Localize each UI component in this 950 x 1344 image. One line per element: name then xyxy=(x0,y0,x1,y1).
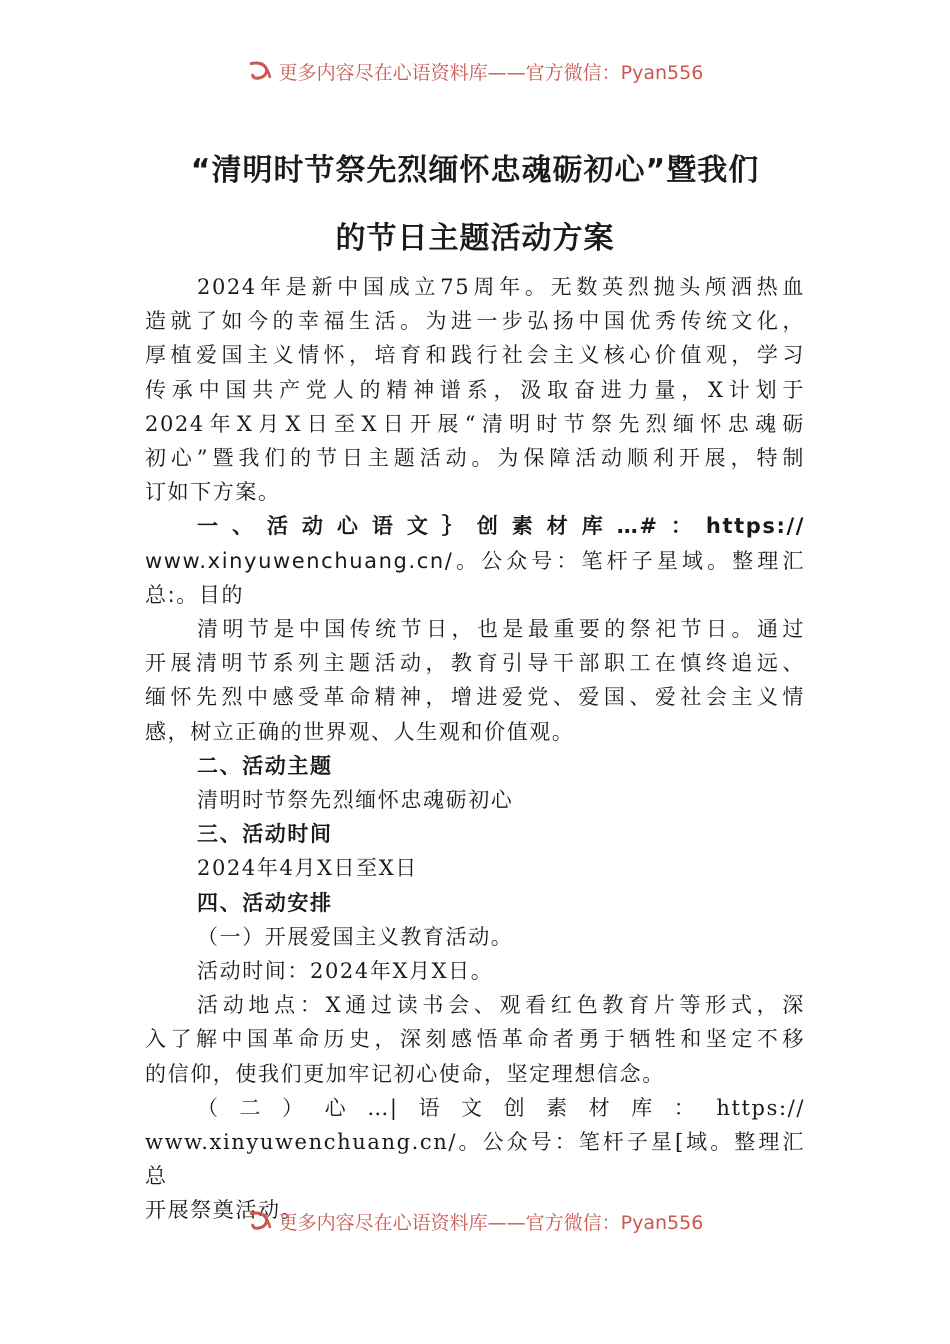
intro-line: 2024年是新中国成立75周年。无数英烈抛头颅洒热血 xyxy=(197,275,805,299)
watermark-text: 更多内容尽在心语资料库——官方微信：Pyan556 xyxy=(278,1211,704,1234)
purpose-line: 开展清明节系列主题活动，教育引导干部职工在慎终追远、 xyxy=(145,651,805,676)
subsection-1-heading: （一）开展爱国主义教育活动。 xyxy=(197,924,514,949)
activity-time: 活动时间：2024年X月X日。 xyxy=(197,959,494,984)
intro-line: 造就了如今的幸福生活。为进一步弘扬中国优秀传统文化， xyxy=(145,309,805,334)
subsection-2-line: 开展祭奠活动。 xyxy=(145,1198,304,1223)
section-heading-line: www.xinyuwenchuang.cn/。公众号：笔杆子星域。整理汇 xyxy=(145,548,805,573)
activity-place-line: 入了解中国革命历史，深刻感悟革命者勇于牺牲和坚定不移 xyxy=(145,1027,805,1052)
purpose-paragraph xyxy=(145,612,805,749)
document-title-line-2: 的节日主题活动方案 xyxy=(335,221,615,256)
logo-icon xyxy=(247,1210,273,1232)
document-title-line-1: “清明时节祭先烈缅怀忠魂砺初心”暨我们 xyxy=(190,153,760,188)
activity-place-line: 的信仰，使我们更加牢记初心使命，坚定理想信念。 xyxy=(145,1061,665,1086)
watermark-footer xyxy=(0,1206,950,1236)
section-4-heading: 四、活动安排 xyxy=(197,890,333,915)
subsection-2-line: （二）心…|语文创素材库：https:// xyxy=(197,1095,805,1120)
section-heading-line: 一、活动心语文｝创素材库…#：https:// xyxy=(197,514,805,539)
intro-line: 2024年X月X日至X日开展“清明时节祭先烈缅怀忠魂砺 xyxy=(145,411,805,436)
section-2-heading: 二、活动主题 xyxy=(197,753,333,778)
section-1-heading xyxy=(145,509,805,612)
intro-line: 订如下方案。 xyxy=(145,480,281,505)
watermark-header xyxy=(0,56,950,86)
intro-line: 传承中国共产党人的精神谱系，汲取奋进力量，X计划于 xyxy=(145,377,805,402)
intro-paragraph xyxy=(145,270,805,509)
logo-icon xyxy=(247,60,273,82)
section-heading-line: 总:。目的 xyxy=(145,582,245,607)
watermark-text: 更多内容尽在心语资料库——官方微信：Pyan556 xyxy=(278,61,704,84)
purpose-line: 缅怀先烈中感受革命精神，增进爱党、爱国、爱社会主义情 xyxy=(145,685,805,710)
intro-line: 初心”暨我们的节日主题活动。为保障活动顺利开展，特制 xyxy=(145,446,805,471)
subsection-2-line: www.xinyuwenchuang.cn/。公众号：笔杆子星[域。整理汇总 xyxy=(145,1130,805,1189)
section-2-body: 清明时节祭先烈缅怀忠魂砺初心 xyxy=(197,788,514,813)
purpose-line: 清明节是中国传统节日，也是最重要的祭祀节日。通过 xyxy=(197,617,805,642)
activity-place-line: 活动地点：X通过读书会、观看红色教育片等形式，深 xyxy=(197,993,805,1018)
purpose-line: 感，树立正确的世界观、人生观和价值观。 xyxy=(145,719,575,744)
section-3-heading: 三、活动时间 xyxy=(197,822,333,847)
section-3-body: 2024年4月X日至X日 xyxy=(197,856,418,881)
intro-line: 厚植爱国主义情怀，培育和践行社会主义核心价值观，学习 xyxy=(145,343,805,368)
activity-place-paragraph xyxy=(145,988,805,1091)
document-body xyxy=(145,270,805,1228)
